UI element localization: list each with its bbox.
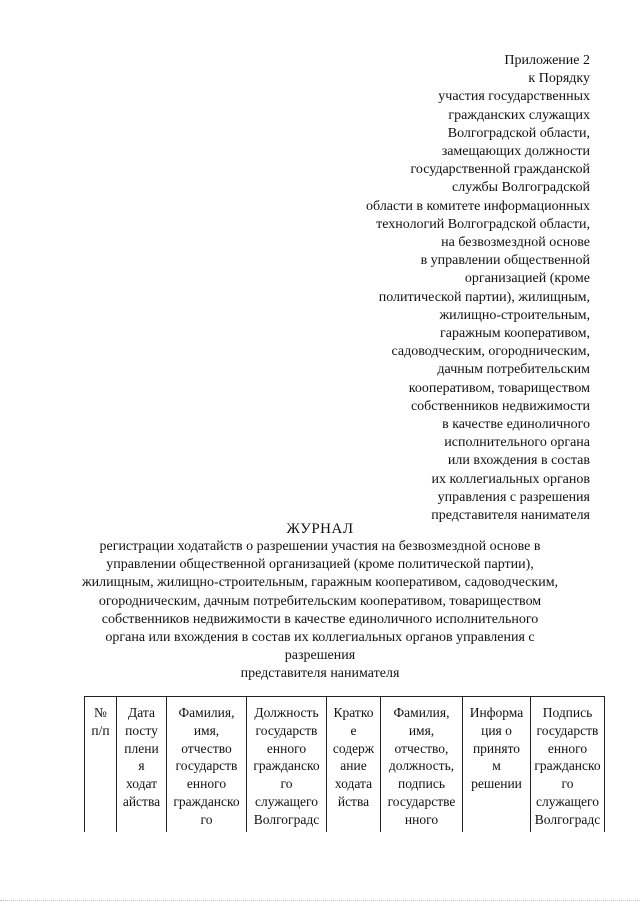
subtitle-line: огородническим, дачным потребительским кооперативом, товариществом: [98, 593, 542, 609]
journal-table: [84, 696, 605, 832]
column-header-summary: Кратко е содерж ание ходата йства: [327, 697, 381, 833]
subtitle-line: разрешения: [284, 648, 356, 664]
appendix-line: гаражным кооперативом,: [440, 326, 590, 342]
subtitle-line: представителя нанимателя: [240, 666, 400, 682]
journal-subtitle: [70, 538, 570, 684]
appendix-line: политической партии), жилищным,: [378, 289, 590, 305]
appendix-line: замещающих должности: [441, 144, 590, 160]
subtitle-line: жилищным, жилищно-строительным, гаражным кооперативом, садоводческим,: [81, 575, 559, 591]
appendix-line: кооперативом, товариществом: [408, 380, 590, 396]
appendix-line: жилищно-строительным,: [439, 307, 590, 323]
appendix-line: государственной гражданской: [410, 162, 590, 178]
subtitle-line: органа или вхождения в состав их коллегиальных органов управления с: [105, 630, 535, 646]
appendix-line: в качестве единоличного: [442, 417, 590, 433]
column-header-position: Должность государств енного гражданско го служащего Волгоградс: [247, 697, 327, 833]
appendix-header: [330, 52, 590, 525]
appendix-line: к Порядку: [528, 71, 590, 87]
appendix-line: представителя нанимателя: [431, 508, 590, 524]
scan-edge: [0, 900, 640, 904]
column-header-receiver: Фамилия, имя, отчество, должность, подпись государстве нного: [381, 697, 463, 833]
subtitle-line: собственников недвижимости в качестве единоличного исполнительного: [101, 611, 539, 627]
appendix-line: участия государственных: [438, 89, 590, 105]
appendix-line: Волгоградской области,: [447, 125, 590, 141]
column-header-decision: Информа ция о принято м решении: [463, 697, 531, 833]
subtitle-line: регистрации ходатайств о разрешении участия на безвозмездной основе в: [99, 539, 541, 554]
journal-title: ЖУРНАЛ: [286, 521, 354, 537]
appendix-line: их коллегиальных органов: [431, 471, 590, 487]
column-header-signature: Подпись государств енного гражданско го служащего Волгоградс: [531, 697, 605, 833]
appendix-line: на безвозмездной основе: [441, 235, 590, 251]
appendix-line: службы Волгоградской: [452, 180, 590, 196]
appendix-line: гражданских служащих: [448, 107, 590, 123]
appendix-line: или вхождения в состав: [447, 453, 590, 469]
appendix-line: технологий Волгоградской области,: [376, 216, 590, 232]
appendix-line: исполнительного органа: [444, 435, 590, 451]
column-header-number: № п/п: [85, 697, 117, 833]
column-header-fullname: Фамилия, имя, отчество государств енного гражданско го: [167, 697, 247, 833]
appendix-line: управления с разрешения: [437, 489, 590, 505]
appendix-line: Приложение 2: [504, 53, 590, 68]
subtitle-line: управлении общественной организацией (кроме политической партии),: [106, 557, 534, 573]
appendix-line: организацией (кроме: [464, 271, 590, 287]
appendix-line: садоводческим, огородническим,: [391, 344, 590, 360]
appendix-line: собственников недвижимости: [410, 398, 590, 414]
appendix-line: области в комитете информационных: [366, 198, 590, 214]
column-header-date: Дата посту плени я ходат айства: [117, 697, 167, 833]
appendix-line: в управлении общественной: [420, 253, 590, 269]
appendix-line: дачным потребительским: [437, 362, 590, 378]
table-header-row: [85, 697, 605, 833]
